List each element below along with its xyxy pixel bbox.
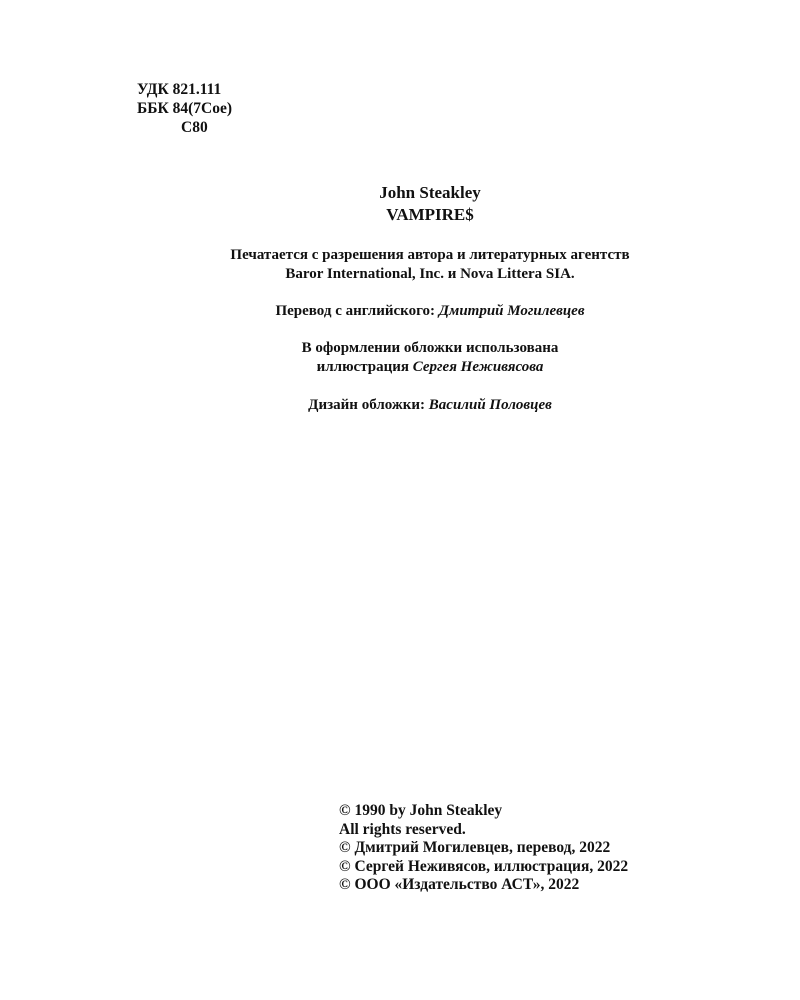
translation-line (0, 302, 800, 321)
rights-notice-line-1: Печатается с разрешения автора и литературных агентств (230, 247, 630, 263)
cover-design-line (0, 396, 800, 415)
illustration-label: иллюстрация (316, 358, 413, 375)
cover-design-label: Дизайн обложки: (308, 397, 429, 413)
title-block (0, 182, 800, 226)
illustrator-name: Сергея Неживясова (412, 358, 544, 375)
translator-name: Дмитрий Могилевцев (438, 303, 585, 319)
copyright-line: © ООО «Издательство АСТ», 2022 (339, 876, 580, 893)
udk-code: УДК 821.111 (137, 81, 222, 98)
copyright-line: © Дмитрий Могилевцев, перевод, 2022 (339, 839, 611, 856)
copyright-line: © 1990 by John Steakley (339, 802, 503, 819)
copyright-line: © Сергей Неживясов, иллюстрация, 2022 (339, 857, 629, 875)
copyright-line: All rights reserved. (339, 820, 466, 838)
cover-design-credit (0, 396, 800, 415)
rights-notice-line-2: Baror International, Inc. и Nova Littera SIA. (285, 265, 575, 282)
copyright-block (339, 802, 628, 895)
classification-codes (137, 80, 232, 137)
designer-name: Василий Половцев (428, 397, 552, 413)
author-mark: С80 (181, 119, 208, 136)
book-author: John Steakley (379, 183, 481, 202)
translation-label: Перевод с английского: (275, 303, 439, 319)
cover-illustration-credit (0, 339, 800, 376)
bbk-code: ББК 84(7Сое) (137, 100, 233, 117)
cover-illustration-line-1: В оформлении обложки использована (301, 340, 559, 356)
translation-credit (0, 302, 800, 321)
cover-illustration-line-2 (0, 358, 800, 377)
rights-notice (0, 246, 800, 283)
book-title: VAMPIRE$ (386, 205, 474, 224)
